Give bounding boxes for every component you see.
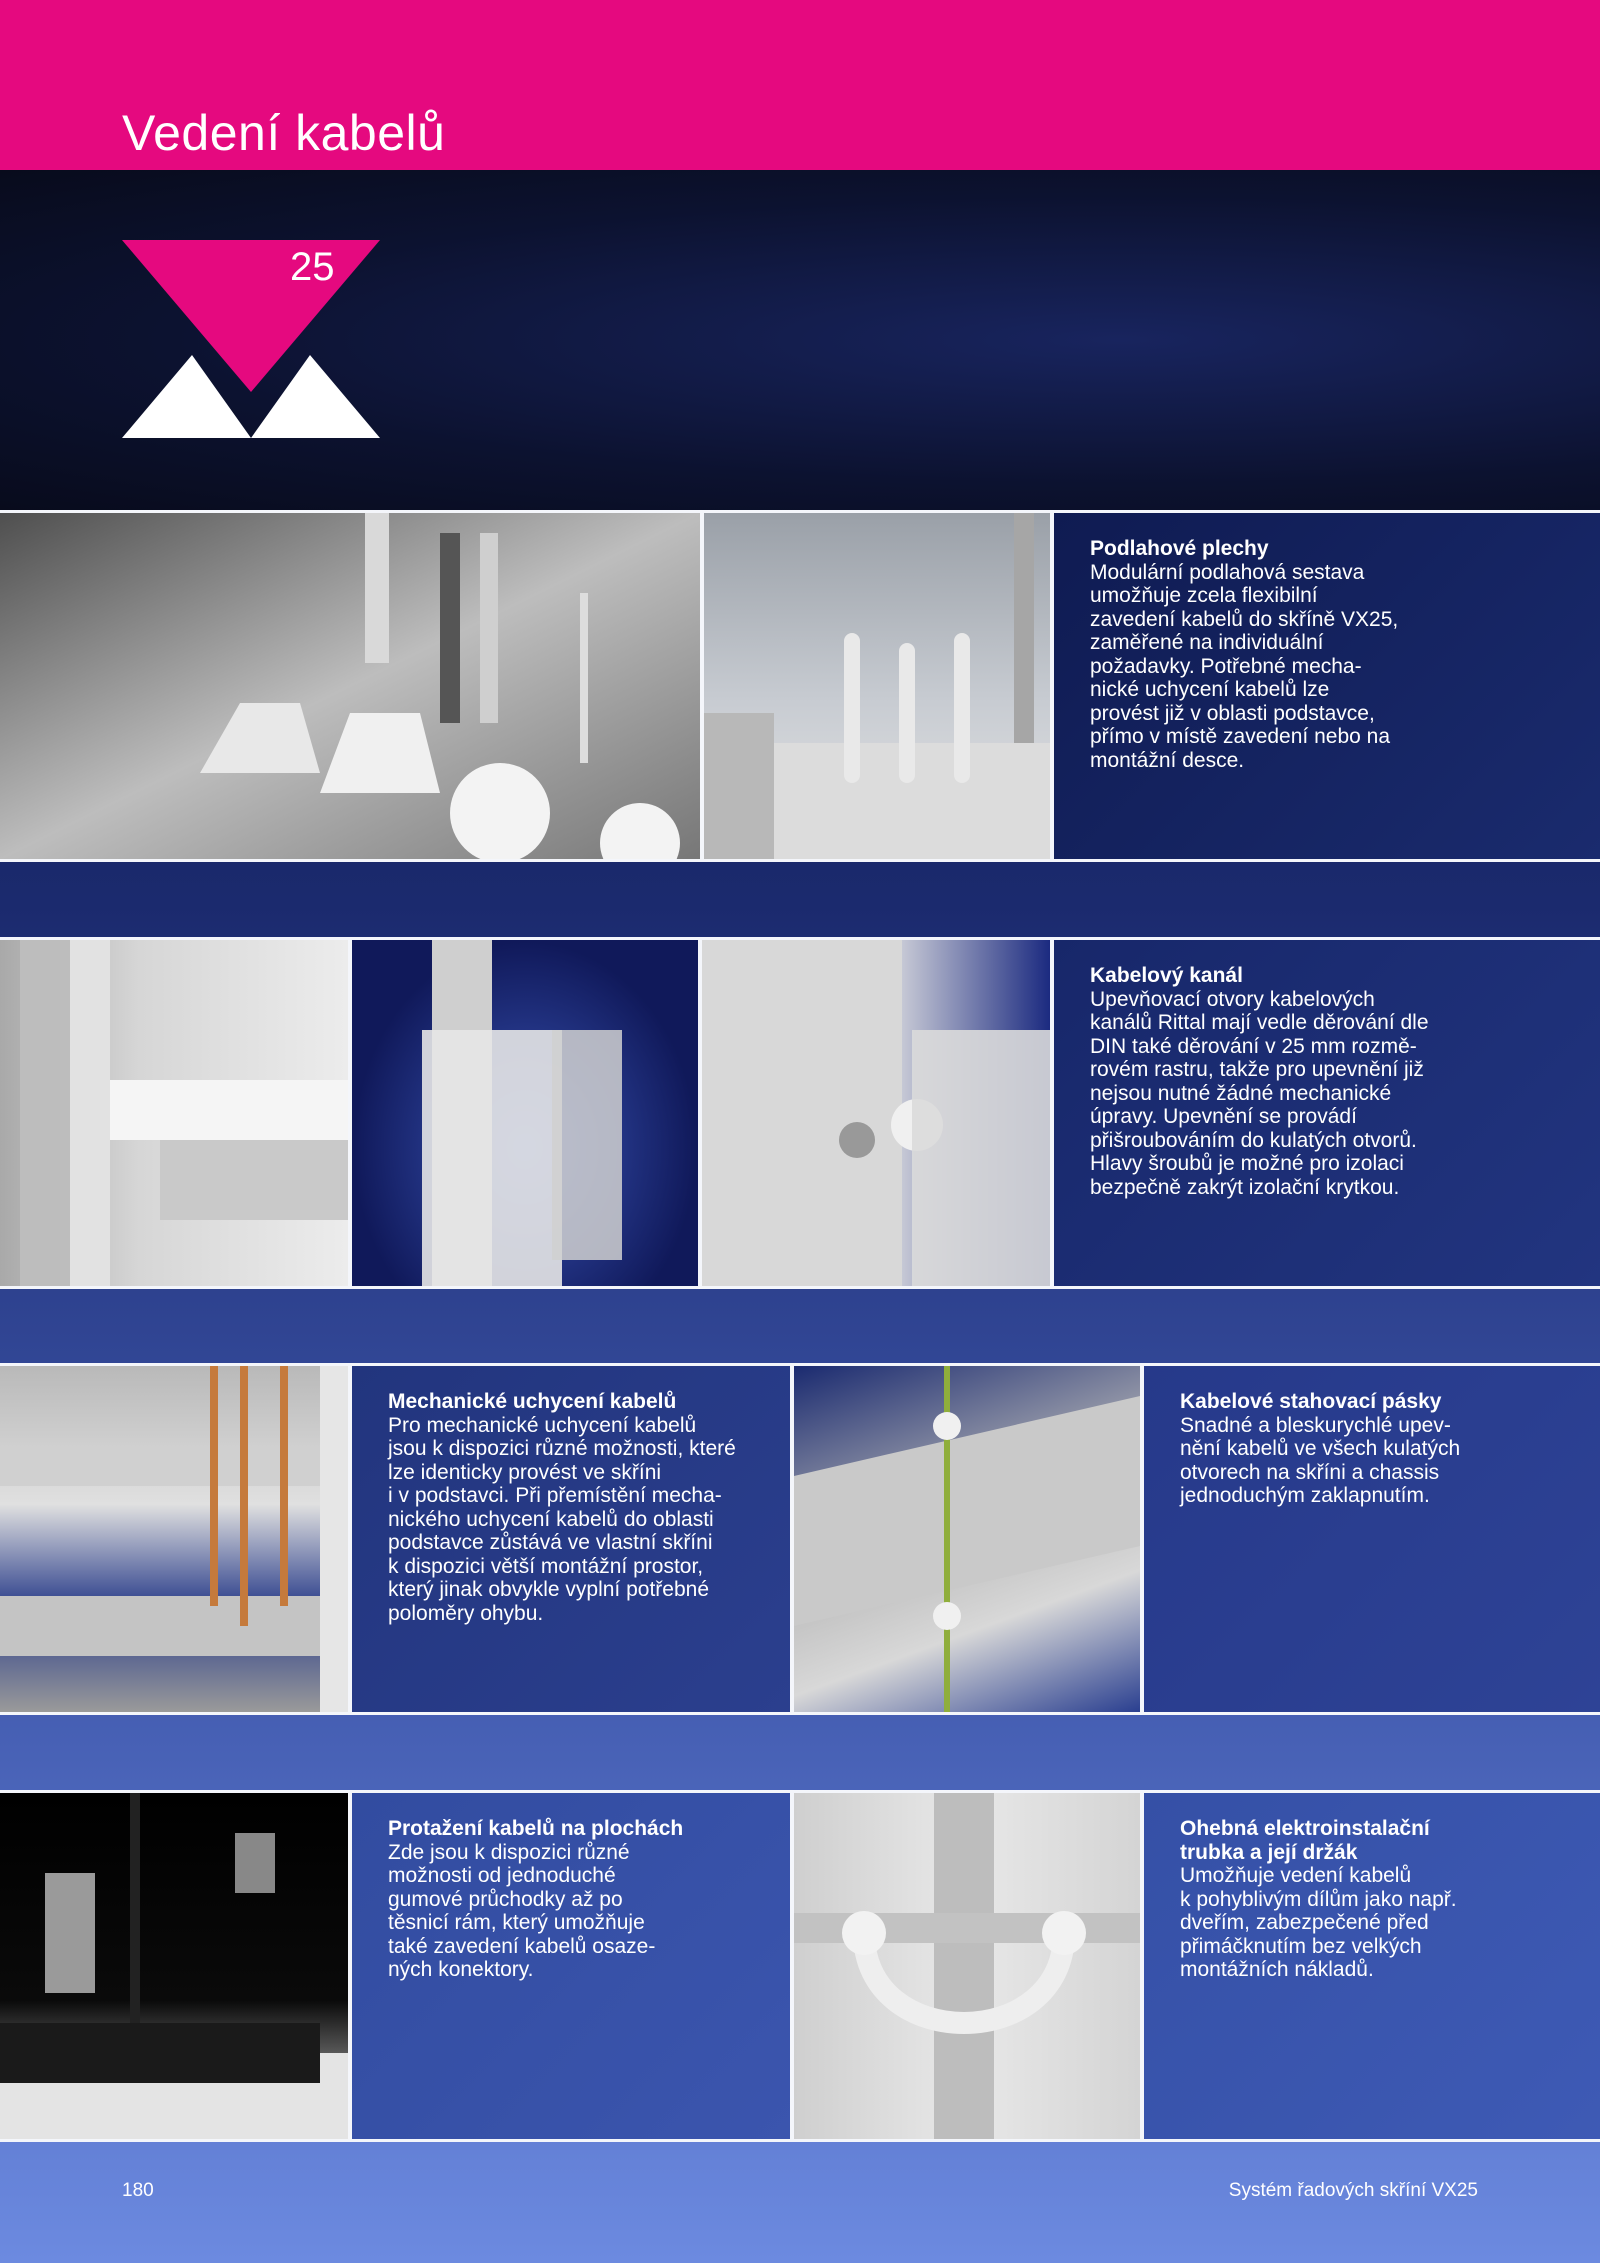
footer-title: Systém řadových skříní VX25 xyxy=(1228,2180,1478,2201)
section-cable-entry-surfaces xyxy=(352,1793,790,2139)
section-text: Modulární podlahová sestava umožňuje zcela flexibilní zavedení kabelů do skříně VX25, zaměřené na individuální požadavky. Potřebné mecha- nické uchycení kabelů lze provést již v oblasti podstavce, přímo v místě zavedení nebo na montážní desce. xyxy=(1090,560,1399,772)
page-header xyxy=(0,0,1600,170)
section-cable-ties xyxy=(1144,1366,1600,1712)
floor-plates-illustration xyxy=(0,513,700,859)
section-text: Snadné a bleskurychlé upev- nění kabelů ve všech kulatých otvorech na skříni a chassis jednoduchým zaklapnutím. xyxy=(1180,1413,1461,1507)
section-title: Kabelové stahovací pásky xyxy=(1180,1390,1442,1413)
photo-cable-duct-3 xyxy=(702,940,1050,1286)
flexible-conduit-illustration xyxy=(794,1793,1140,2139)
vx25-logo xyxy=(122,240,380,438)
section-title: Mechanické uchycení kabelů xyxy=(388,1390,677,1413)
page-title: Vedení kabelů xyxy=(122,105,446,161)
cable-duct-3-illustration xyxy=(702,940,1050,1286)
section-text: Upevňovací otvory kabelových kanálů Rittal mají vedle děrování dle DIN také děrování v 25 mm rozmě- rovém rastru, takže pro upevnění již nejsou nutné žádné mechanické úpravy. Upevnění se provádí přišroubováním do kulatých otvorů. Hlavy šroubů je možné pro izolaci bezpečně zakrýt izolační krytkou. xyxy=(1090,987,1429,1199)
section-title: Protažení kabelů na plochách xyxy=(388,1817,684,1840)
photo-cable-entry-surfaces xyxy=(0,1793,348,2139)
photo-cable-duct-2 xyxy=(352,940,698,1286)
cable-duct-1-illustration xyxy=(0,940,348,1286)
section-cable-duct xyxy=(1054,940,1600,1286)
photo-floor-plates xyxy=(0,513,700,859)
photo-cable-ties xyxy=(794,1366,1140,1712)
cable-entry-surfaces-illustration xyxy=(0,1793,348,2139)
photo-floor-cable-entry xyxy=(704,513,1050,859)
photo-flexible-conduit xyxy=(794,1793,1140,2139)
photo-mechanical-fixing xyxy=(0,1366,348,1712)
section-title: Podlahové plechy xyxy=(1090,537,1269,560)
section-floor-plates xyxy=(1054,513,1600,859)
logo-number: 25 xyxy=(290,245,335,289)
section-text: Zde jsou k dispozici různé možnosti od jednoduché gumové průchodky až po těsnicí rám, který umožňuje také zavedení kabelů osaze- ných konektory. xyxy=(388,1840,656,1981)
section-title: Kabelový kanál xyxy=(1090,964,1243,987)
cable-duct-2-illustration xyxy=(352,940,698,1286)
cable-entry-illustration xyxy=(704,513,1050,859)
section-text: Umožňuje vedení kabelů k pohyblivým dílům jako např. dveřím, zabezpečené před přimáčknutím bez velkých montážních nákladů. xyxy=(1180,1864,1457,1981)
section-text: Pro mechanické uchycení kabelů jsou k dispozici různé možnosti, které lze identicky provést ve skříni i v podstavci. Při přemístění mecha- nického uchycení kabelů do oblasti podstavce zůstává ve vlastní skříni k dispozici větší montážní prostor, který jinak obvykle vyplní potřebné poloměry ohybu. xyxy=(388,1413,736,1625)
section-flexible-conduit xyxy=(1144,1793,1600,2139)
section-title: Ohebná elektroinstalační trubka a její držák xyxy=(1180,1817,1430,1864)
page-number: 180 xyxy=(122,2180,154,2201)
section-mechanical-fixing xyxy=(352,1366,790,1712)
cable-ties-illustration xyxy=(794,1366,1140,1712)
photo-cable-duct-1 xyxy=(0,940,348,1286)
mechanical-fixing-illustration xyxy=(0,1366,348,1712)
